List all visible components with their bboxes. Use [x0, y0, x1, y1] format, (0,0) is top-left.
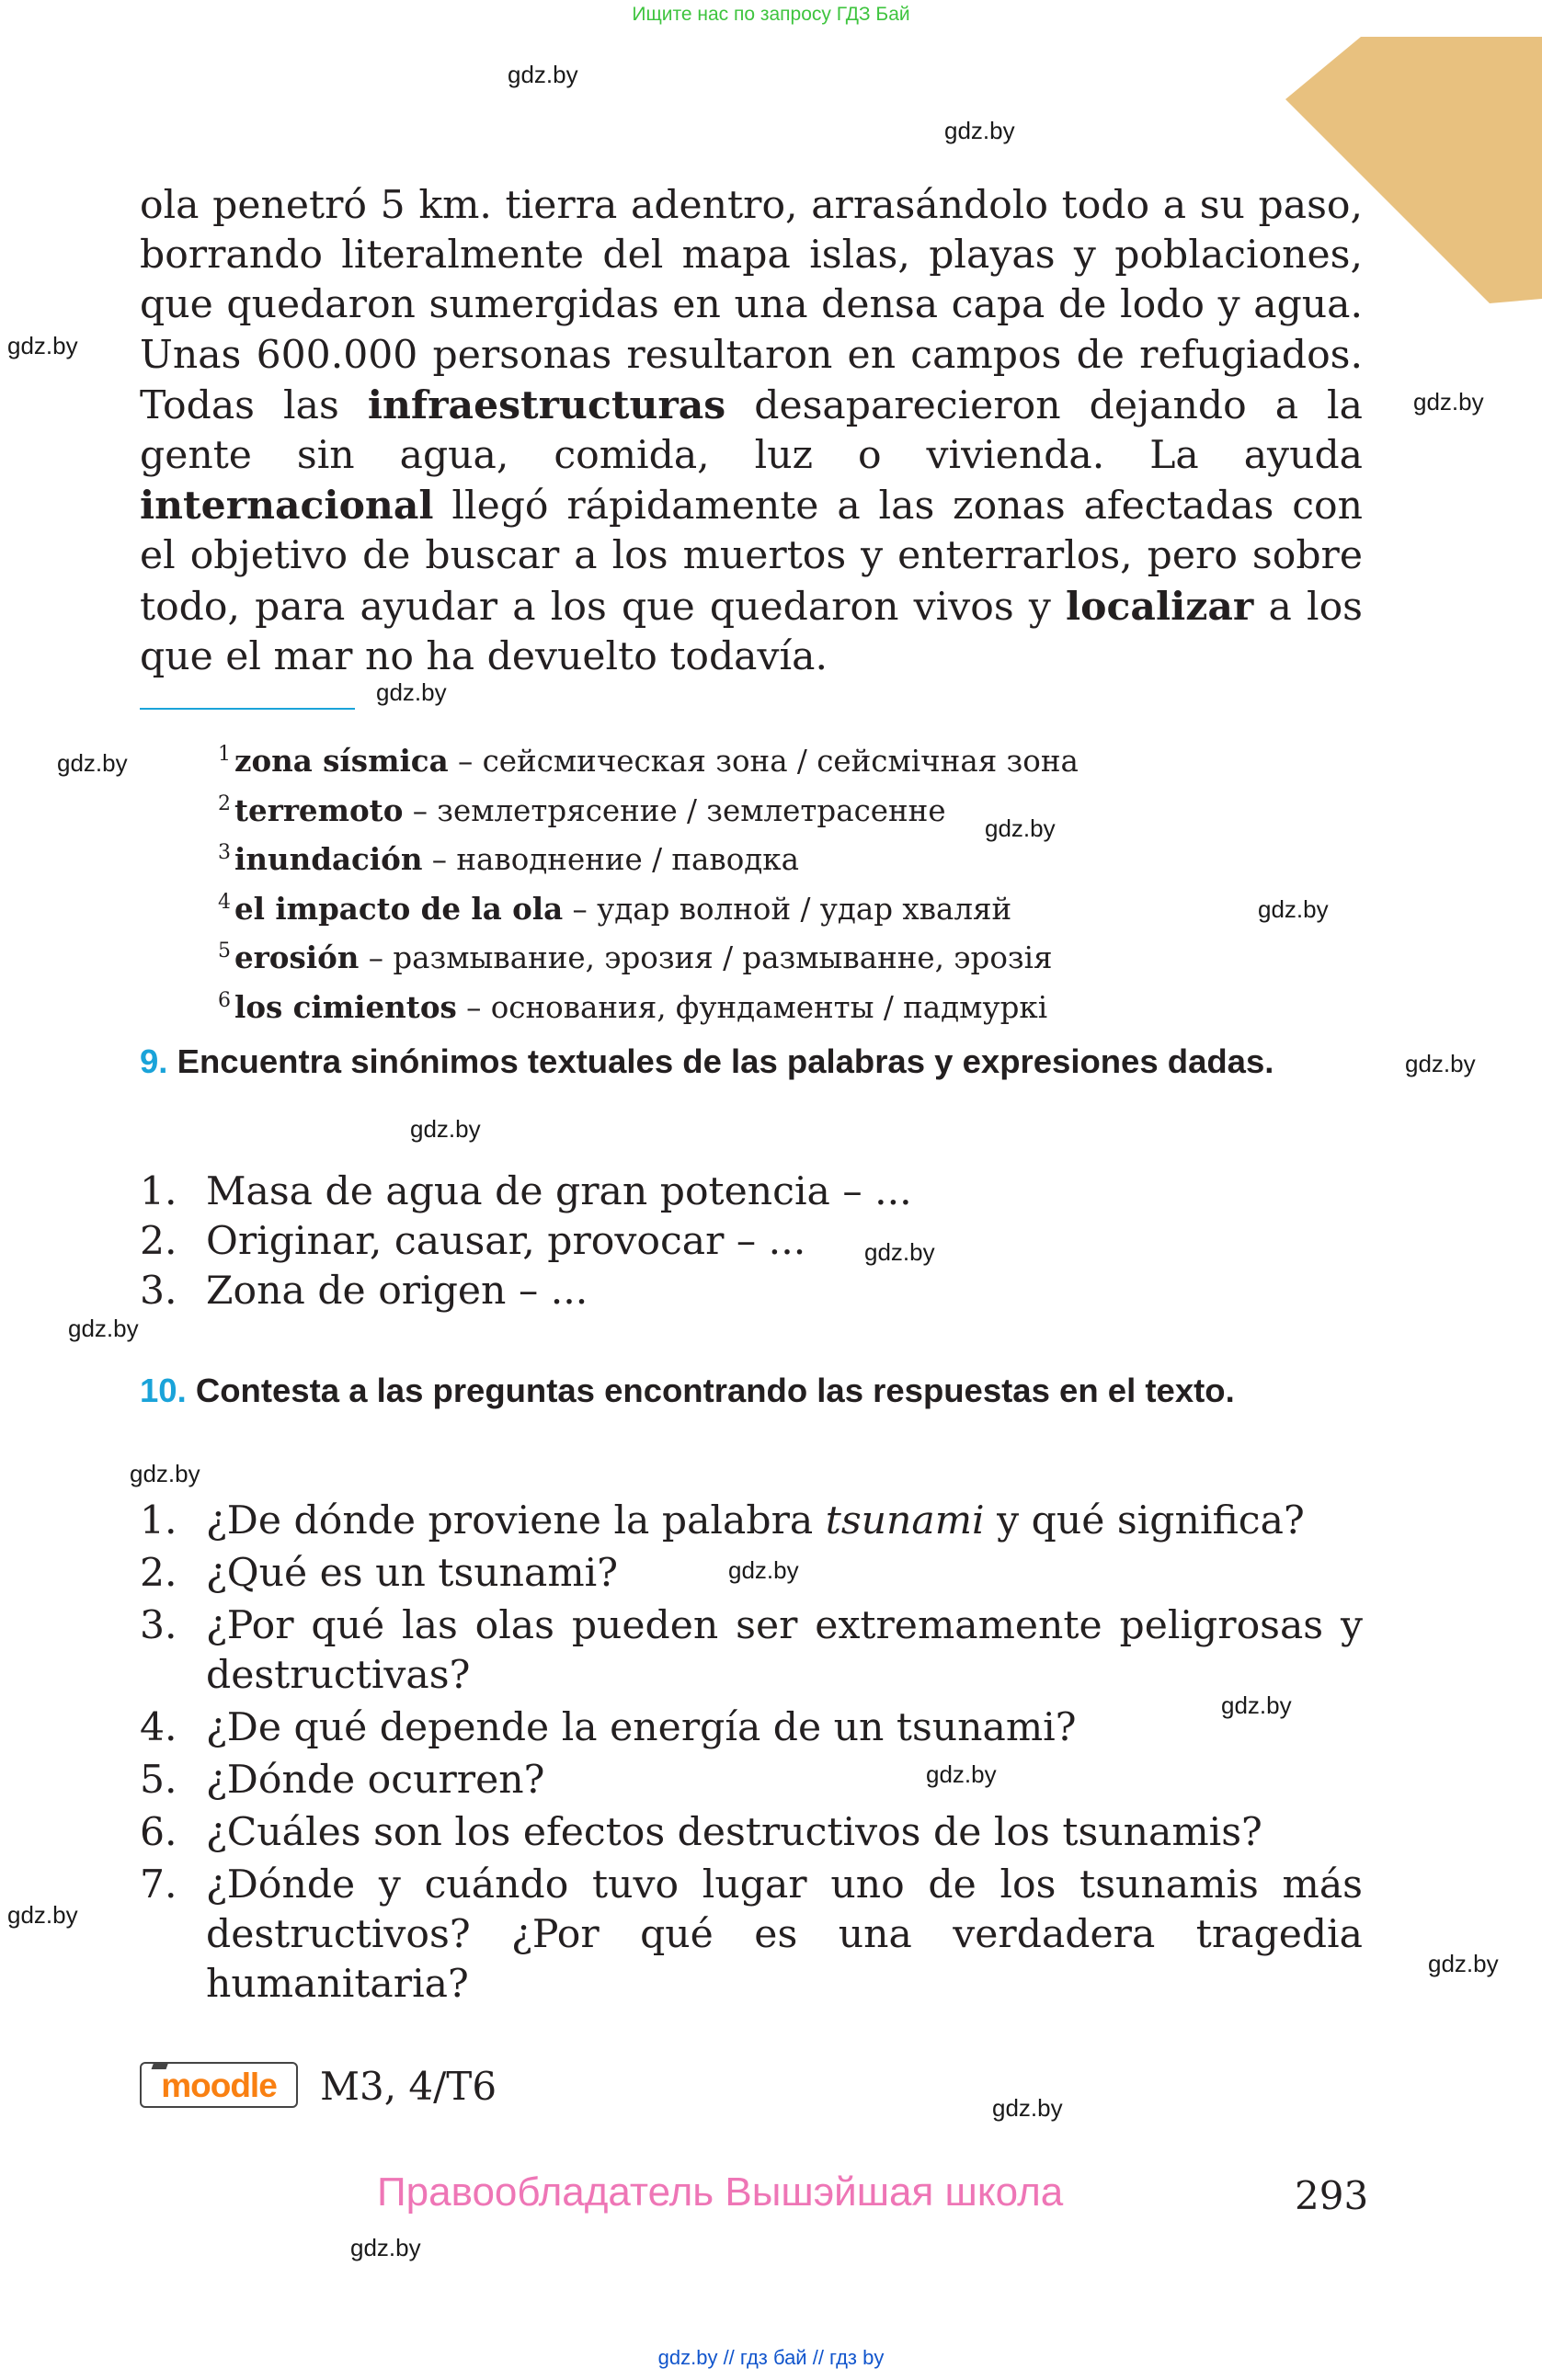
text-line: los muertos y enterrarlos, pero sobre todo, para ayudar a los — [140, 533, 1363, 630]
moodle-reference: M3, 4/T6 — [320, 2064, 497, 2109]
item-text: y qué significa? — [984, 1498, 1305, 1543]
item-number: 1. — [140, 1498, 177, 1543]
footnote-item — [218, 832, 1079, 882]
item-italic-word: tsunami — [825, 1498, 985, 1543]
footnote-term: el impacto de la ola — [234, 890, 564, 927]
text-line: a los que el mar no ha devuelto — [140, 584, 1363, 679]
item-number: 2. — [140, 1219, 177, 1264]
footnote-item — [218, 783, 1079, 833]
footnote-term: los cimientos — [234, 988, 457, 1025]
item-text: ¿Dónde ocurren? — [206, 1758, 545, 1803]
text-line: ola penetró 5 km. tierra adentro, arrasándolo todo a su paso, — [140, 183, 1363, 228]
list-item — [140, 1549, 1363, 1599]
list-item — [140, 1756, 1363, 1805]
item-text: ¿Por qué las olas pueden ser extremamente peligrosas y destructivas? — [206, 1603, 1363, 1698]
text-line: todavía. — [669, 633, 828, 679]
watermark[interactable]: gdz.by — [350, 2234, 421, 2261]
exercise-10-list — [140, 1497, 1363, 2012]
watermark[interactable]: gdz.by — [7, 332, 78, 359]
item-text: ¿De dónde proviene la palabra — [206, 1498, 826, 1543]
moodle-logo — [140, 2062, 298, 2108]
item-text: ¿Cuáles son los efectos destructivos de los tsunamis? — [206, 1810, 1262, 1855]
list-item — [140, 1601, 1363, 1701]
moodle-logo-text: moodle — [161, 2067, 277, 2104]
list-item — [140, 1167, 1363, 1217]
watermark[interactable]: gdz.by — [1405, 1050, 1476, 1077]
text-line: borrando literalmente del mapa islas, playas y poblaciones, que — [140, 233, 1363, 328]
text-line: agua, comida, luz o vivienda. La ayuda — [399, 433, 1363, 479]
footnote-number: 3 — [218, 841, 231, 864]
item-number: 3. — [140, 1603, 177, 1648]
item-number: 5. — [140, 1758, 177, 1803]
watermark[interactable]: gdz.by — [410, 1115, 481, 1143]
exercise-number: 9. — [140, 1042, 168, 1080]
footnote-item — [218, 882, 1079, 931]
watermark[interactable]: gdz.by — [7, 1901, 78, 1929]
list-item — [140, 1267, 1363, 1316]
watermark[interactable]: gdz.by — [985, 814, 1056, 842]
item-number: 1. — [140, 1169, 177, 1214]
footnotes — [218, 734, 1079, 1029]
list-item — [140, 1861, 1363, 2010]
item-number: 6. — [140, 1810, 177, 1855]
watermark[interactable]: gdz.by — [1428, 1950, 1499, 1977]
text-line: llegó — [433, 484, 549, 530]
item-text: ¿Qué es un tsunami? — [206, 1551, 619, 1596]
watermark[interactable]: gdz.by — [1413, 388, 1484, 416]
footnote-gloss: – землетрясение / землетрасенне — [403, 792, 946, 828]
footnote-number: 1 — [218, 743, 231, 766]
text-line: rápidamente a las zonas afectadas con el objetivo de buscar a — [140, 484, 1364, 579]
footnote-gloss: – наводнение / паводка — [422, 842, 799, 877]
footnote-number: 6 — [218, 988, 231, 1012]
reading-text — [140, 181, 1363, 682]
watermark[interactable]: gdz.by — [130, 1460, 200, 1487]
text-line: 600.000 personas resultaron en campos de refugiados. Todas — [140, 332, 1363, 428]
item-text: Zona de origen – ... — [206, 1269, 588, 1314]
item-text: Originar, causar, provocar – ... — [206, 1219, 806, 1264]
item-number: 7. — [140, 1862, 177, 1907]
watermark[interactable]: gdz.by — [1258, 895, 1329, 923]
rights-holder: Правообладатель Вышэйшая школа — [377, 2169, 1064, 2215]
item-text: Masa de agua de gran potencia – ... — [206, 1169, 912, 1214]
vocab-word: internacional — [140, 483, 434, 530]
item-text: ¿Dónde y cuándo tuvo lugar uno de los tsunamis más destructivos? ¿Por qué es una verdadera tragedia humanitaria? — [206, 1862, 1363, 2007]
item-number: 4. — [140, 1705, 177, 1750]
watermark[interactable]: gdz.by — [992, 2094, 1063, 2122]
watermark[interactable]: gdz.by — [57, 749, 128, 777]
footnote-term: erosión — [234, 939, 360, 975]
top-banner[interactable]: Ищите нас по запросу ГДЗ Бай — [632, 4, 910, 25]
watermark[interactable]: gdz.by — [944, 117, 1015, 144]
vocab-word: localizar — [1066, 583, 1254, 630]
watermark[interactable]: gdz.by — [68, 1315, 139, 1342]
footnote-term: zona sísmica — [234, 743, 449, 779]
list-item — [140, 1808, 1363, 1858]
watermark[interactable]: gdz.by — [376, 678, 447, 706]
exercise-10-heading — [140, 1368, 1363, 1414]
item-number: 2. — [140, 1551, 177, 1596]
footnote-number: 5 — [218, 939, 231, 962]
list-item — [140, 1497, 1363, 1546]
bottom-links[interactable]: gdz.by // гдз бай // гдз by — [657, 2346, 885, 2369]
footnote-gloss: – основания, фундаменты / падмуркі — [456, 989, 1048, 1025]
item-number: 3. — [140, 1269, 177, 1314]
text-line: que quedaron vivos y — [622, 584, 1067, 630]
footnote-item — [218, 734, 1079, 783]
footnote-term: terremoto — [234, 791, 404, 828]
exercise-9-heading — [140, 1039, 1363, 1085]
footnote-term: inundación — [234, 841, 423, 877]
list-item — [140, 1217, 1363, 1267]
exercise-9-list — [140, 1167, 1363, 1316]
footnote-gloss: – сейсмическая зона / сейсмічная зона — [448, 744, 1079, 779]
watermark[interactable]: gdz.by — [864, 1238, 935, 1266]
item-text: ¿De qué depende la energía de un tsunami? — [206, 1705, 1077, 1750]
footnote-item — [218, 980, 1079, 1030]
exercise-number: 10. — [140, 1372, 187, 1409]
text-line: las — [283, 382, 368, 428]
footnote-item — [218, 930, 1079, 980]
exercise-instruction: Encuentra sinónimos textuales de las palabras y expresiones dadas. — [177, 1042, 1274, 1080]
footnote-number: 2 — [218, 791, 231, 815]
footnote-number: 4 — [218, 890, 231, 914]
footnote-gloss: – удар волной / удар хваляй — [563, 891, 1012, 927]
page-number: 293 — [1295, 2173, 1369, 2218]
text-line: quedaron sumergidas en una densa capa de lodo y agua. Unas — [140, 282, 1363, 378]
footnote-gloss: – размывание, эрозия / размыванне, эрозія — [359, 940, 1053, 975]
watermark[interactable]: gdz.by — [926, 1760, 997, 1788]
list-item — [140, 1703, 1363, 1753]
vocab-word: infraestructuras — [367, 381, 726, 428]
exercise-instruction: Contesta a las preguntas encontrando las respuestas en el texto. — [195, 1372, 1235, 1409]
watermark[interactable]: gdz.by — [1221, 1691, 1292, 1719]
text-line: desaparecieron dejando a la gente sin — [140, 382, 1363, 479]
watermark[interactable]: gdz.by — [728, 1556, 799, 1584]
watermark[interactable]: gdz.by — [508, 61, 578, 88]
footnote-divider — [140, 708, 355, 710]
